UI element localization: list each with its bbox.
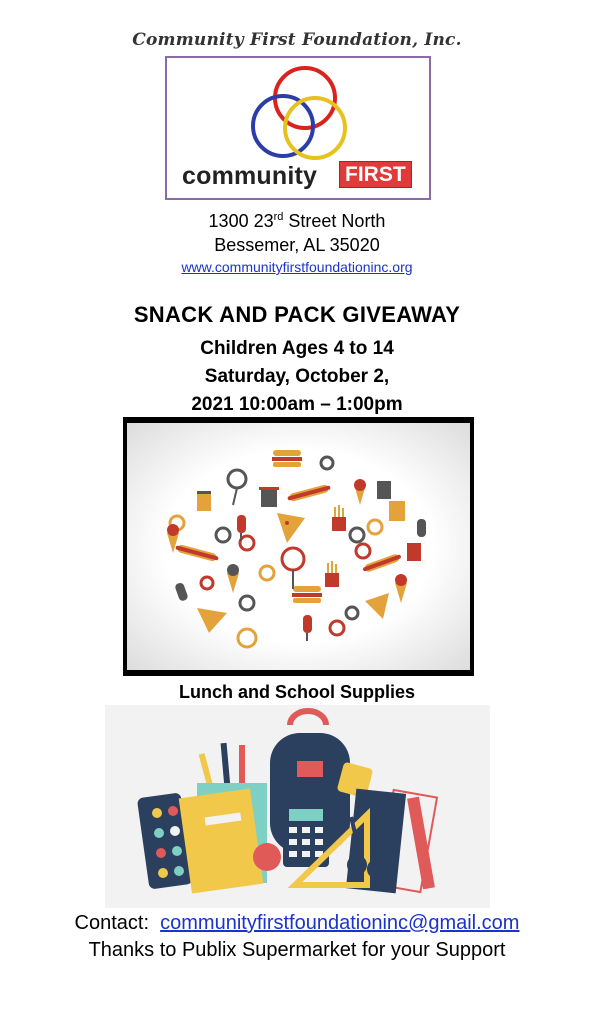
logo-word: community — [182, 162, 318, 190]
community-first-logo — [165, 56, 431, 200]
event-date: Saturday, October 2, — [204, 366, 390, 387]
address-street: 1300 23rd Street North — [208, 211, 386, 231]
event-time: 2021 10:00am – 1:00pm — [191, 394, 403, 415]
org-name: Community First Foundation, Inc. — [132, 30, 462, 50]
contact-line — [0, 912, 594, 935]
event-age-range: Children Ages 4 to 14 — [200, 338, 394, 359]
supplies-title: Lunch and School Supplies — [178, 682, 415, 702]
snack-food-image — [123, 417, 474, 676]
website-link[interactable]: www.communityfirstfoundationinc.org — [181, 259, 413, 275]
thanks-line: Thanks to Publix Supermarket for your Support — [88, 939, 506, 961]
event-title: SNACK AND PACK GIVEAWAY — [133, 302, 461, 327]
food-icons-illustration — [127, 423, 470, 670]
contact-label: Contact: — [74, 912, 150, 934]
contact-email-link[interactable]: communityfirstfoundationinc@gmail.com — [160, 912, 520, 934]
school-supplies-image — [105, 705, 490, 908]
logo-first-badge: FIRST — [339, 161, 412, 188]
school-supplies-illustration — [105, 705, 490, 908]
address-city: Bessemer, AL 35020 — [214, 235, 380, 255]
